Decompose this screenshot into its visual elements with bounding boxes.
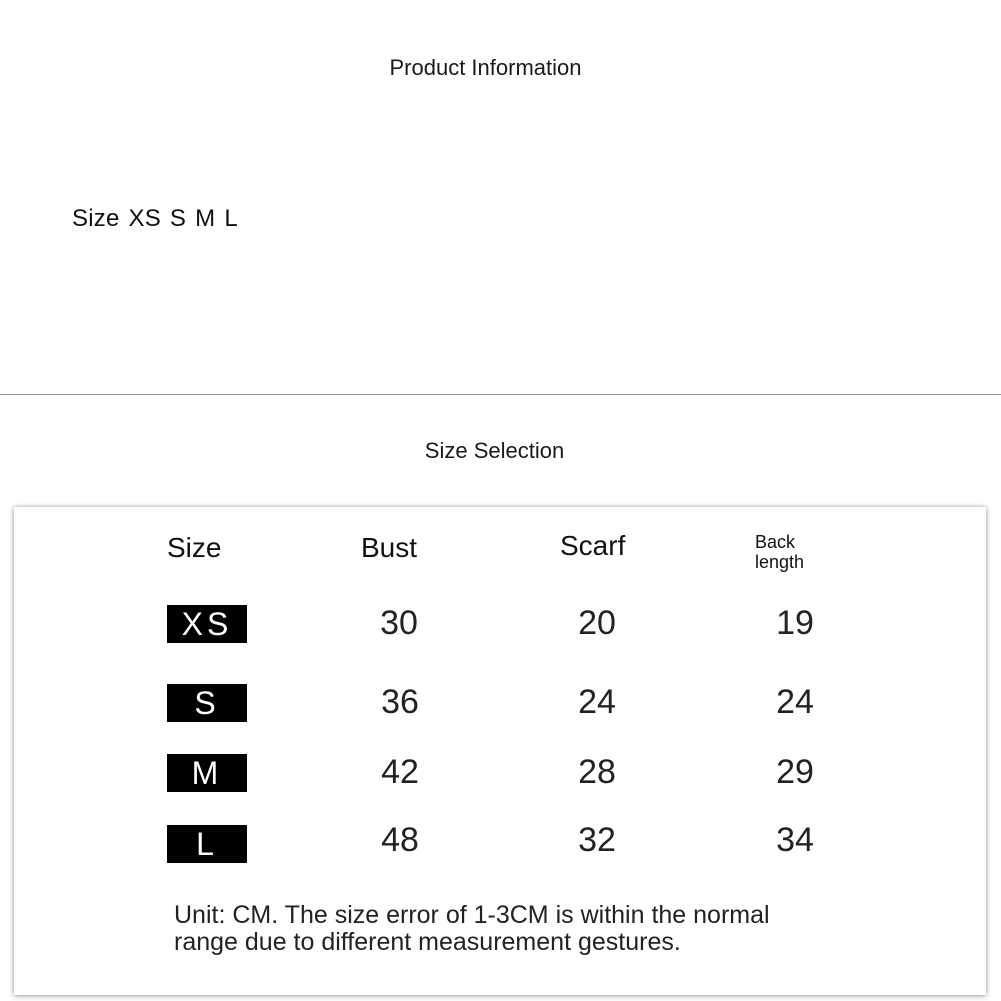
header-bust: Bust	[361, 532, 418, 563]
header-scarf: Scarf	[560, 530, 626, 561]
size-badge-l: L	[167, 825, 247, 863]
size-badge-m: M	[167, 754, 247, 792]
section-divider	[0, 394, 1001, 395]
bust-xs: 30	[380, 604, 418, 642]
size-option-l: L	[224, 205, 238, 232]
bust-l: 48	[381, 821, 419, 859]
bust-m: 42	[381, 753, 419, 791]
size-chart-card	[14, 507, 986, 995]
size-badge-s: S	[167, 684, 247, 722]
back-length-m: 29	[776, 753, 814, 791]
scarf-s: 24	[578, 683, 616, 721]
scarf-l: 32	[578, 821, 616, 859]
back-length-s: 24	[776, 683, 814, 721]
header-back-line2: length	[755, 552, 805, 572]
header-back-line1: Back	[755, 532, 796, 552]
product-information-title: Product Information	[389, 55, 582, 80]
measurement-note: Unit: CM. The size error of 1-3CM is within the normal range due to different measurement gestures.	[174, 901, 770, 956]
header-back-length	[755, 532, 804, 572]
header-size: Size	[167, 532, 222, 563]
back-length-l: 34	[776, 821, 814, 859]
size-option-m: M	[195, 205, 216, 232]
bust-s: 36	[381, 683, 419, 721]
back-length-xs: 19	[776, 604, 814, 642]
available-sizes-line	[72, 205, 247, 233]
size-option-xs: XS	[128, 205, 161, 232]
scarf-xs: 20	[578, 604, 616, 642]
scarf-m: 28	[578, 753, 616, 791]
size-option-s: S	[169, 205, 187, 232]
size-selection-title: Size Selection	[424, 438, 565, 463]
size-badge-xs: XS	[167, 605, 247, 643]
size-label: Size	[72, 205, 120, 232]
